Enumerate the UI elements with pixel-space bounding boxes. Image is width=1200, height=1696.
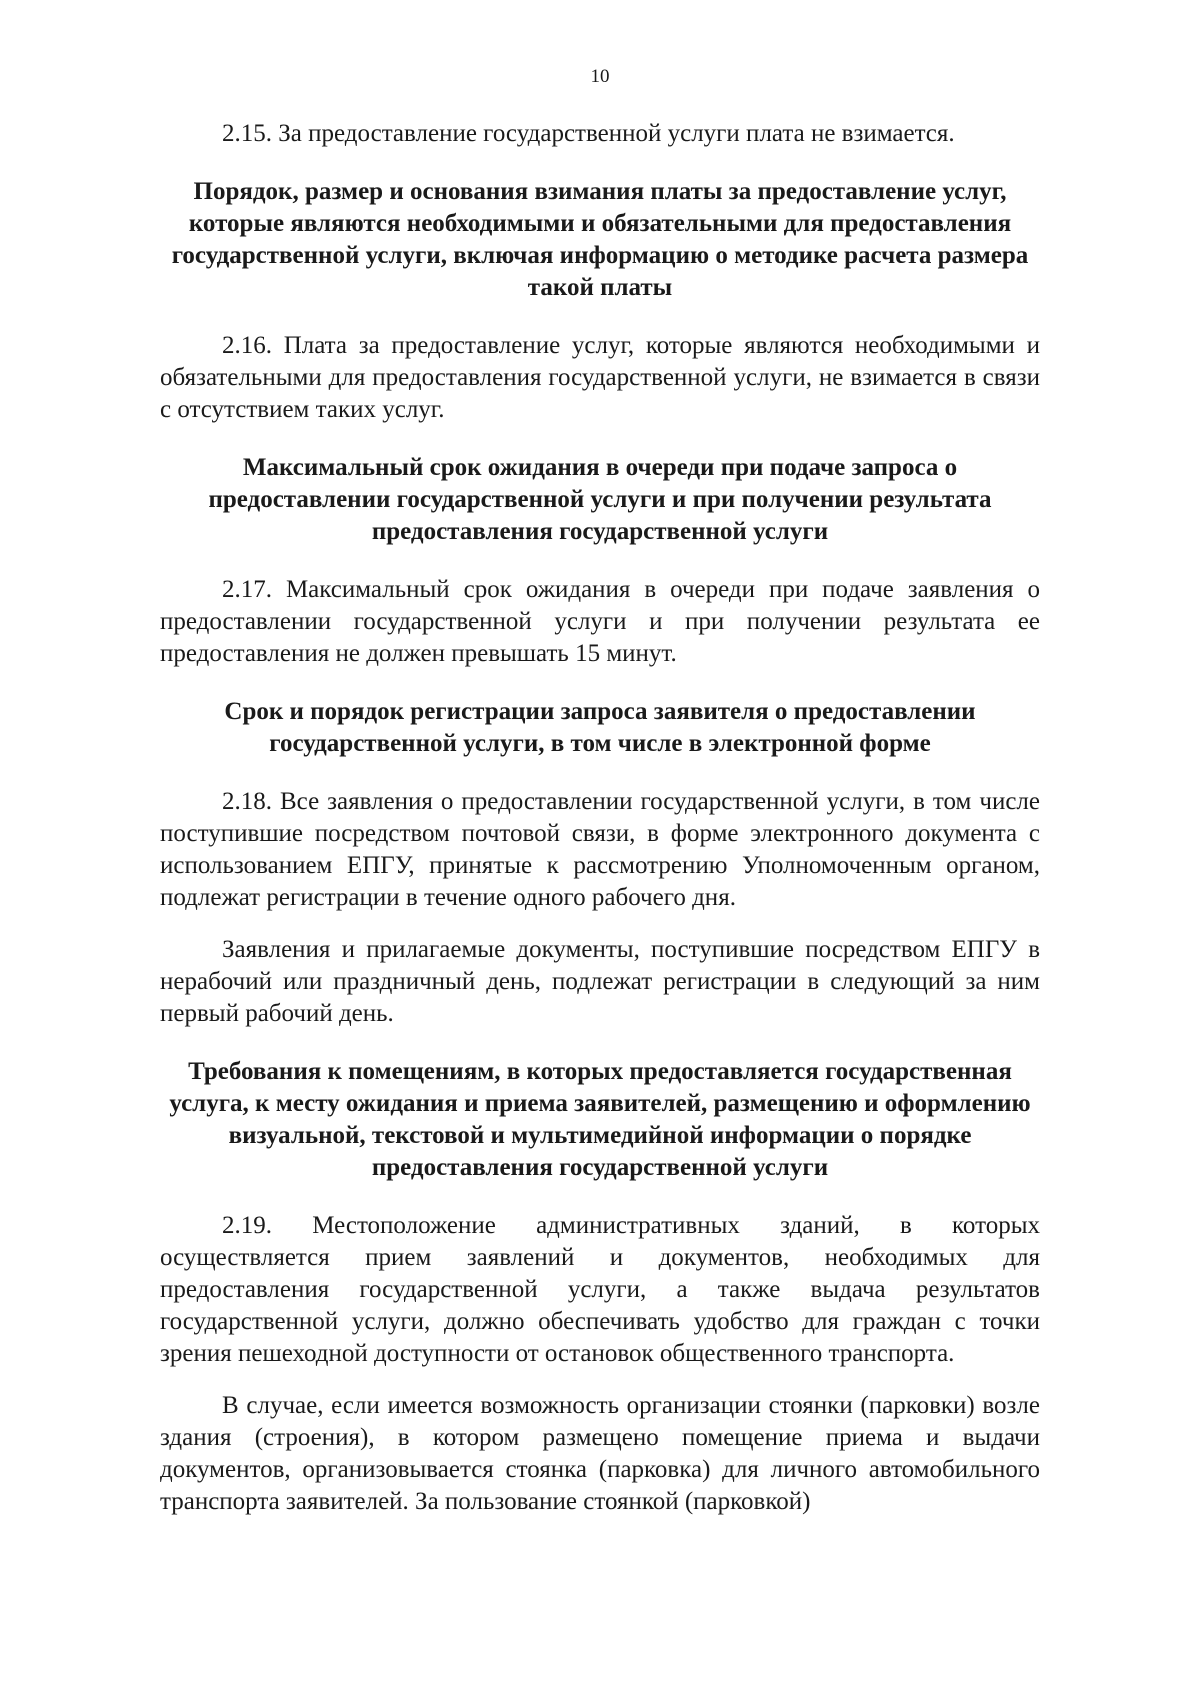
paragraph-2-15: 2.15. За предоставление государственной услуги плата не взимается. xyxy=(222,120,955,147)
document-body xyxy=(160,118,1040,1518)
paragraph-2-18-continued: Заявления и прилагаемые документы, поступившие посредством ЕПГУ в нерабочий или праздничный день, подлежат регистрации в следующий за ним первый рабочий день. xyxy=(160,936,1040,1027)
page-number: 10 xyxy=(590,66,610,87)
heading-fee-procedure: Порядок, размер и основания взимания платы за предоставление услуг, которые являются необходимыми и обязательными для предоставления государственной услуги, включая информацию о методике расчета размера такой платы xyxy=(171,178,1029,301)
heading-queue-waiting-time: Максимальный срок ожидания в очереди при подаче запроса о предоставлении государственной услуги и при получении результата предоставления государственной услуги xyxy=(208,454,992,545)
paragraph-2-19: 2.19. Местоположение административных зданий, в которых осуществляется прием заявлений и документов, необходимых для предоставления государственной услуги, а также выдача результатов государственной услуги, должно обеспечивать удобство для граждан с точки зрения пешеходной доступности от остановок общественного транспорта. xyxy=(160,1212,1040,1367)
heading-premises-requirements: Требования к помещениям, в которых предоставляется государственная услуга, к месту ожидания и приема заявителей, размещению и оформлению визуальной, текстовой и мультимедийной информации о порядке предоставления государственной услуги xyxy=(169,1058,1031,1181)
paragraph-2-17: 2.17. Максимальный срок ожидания в очереди при подаче заявления о предоставлении государственной услуги и при получении результата ее предоставления не должен превышать 15 минут. xyxy=(160,576,1040,667)
heading-request-registration: Срок и порядок регистрации запроса заявителя о предоставлении государственной услуги, в том числе в электронной форме xyxy=(224,698,976,757)
paragraph-2-18: 2.18. Все заявления о предоставлении государственной услуги, в том числе поступившие посредством почтовой связи, в форме электронного документа с использованием ЕПГУ, принятые к рассмотрению Уполномоченным органом, подлежат регистрации в течение одного рабочего дня. xyxy=(160,788,1040,911)
paragraph-2-16: 2.16. Плата за предоставление услуг, которые являются необходимыми и обязательными для предоставления государственной услуги, не взимается в связи с отсутствием таких услуг. xyxy=(160,332,1040,423)
paragraph-parking: В случае, если имеется возможность организации стоянки (парковки) возле здания (строения), в котором размещено помещение приема и выдачи документов, организовывается стоянка (парковка) для личного автомобильного транспорта заявителей. За пользование стоянкой (парковкой) xyxy=(160,1392,1040,1515)
